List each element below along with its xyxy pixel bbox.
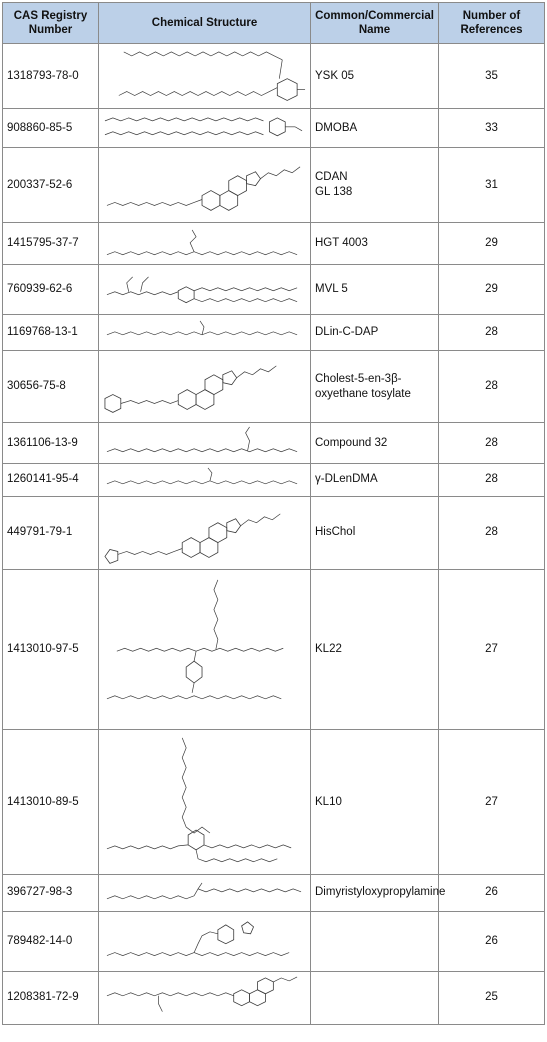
- chemical-structure-image: [99, 223, 311, 265]
- cas-number: 789482-14-0: [3, 911, 99, 971]
- reference-count: 33: [439, 109, 545, 148]
- cas-number: 30656-75-8: [3, 351, 99, 423]
- cas-number: 1169768-13-1: [3, 315, 99, 351]
- header-cas: CAS Registry Number: [3, 3, 99, 44]
- chemical-structure-image: [99, 464, 311, 497]
- cas-number: 1413010-89-5: [3, 730, 99, 875]
- cas-number: 200337-52-6: [3, 148, 99, 223]
- common-name: MVL 5: [311, 264, 439, 315]
- table-row: [3, 875, 545, 912]
- cas-number: 1260141-95-4: [3, 464, 99, 497]
- table-row: [3, 109, 545, 148]
- chemical-structure-image: [99, 351, 311, 423]
- cas-number: 1413010-97-5: [3, 570, 99, 730]
- chemical-structure-image: [99, 911, 311, 971]
- reference-count: 25: [439, 972, 545, 1025]
- reference-count: 27: [439, 730, 545, 875]
- reference-count: 28: [439, 496, 545, 569]
- cas-number: 1318793-78-0: [3, 44, 99, 109]
- table-row: [3, 223, 545, 265]
- cas-number: 908860-85-5: [3, 109, 99, 148]
- cas-number: 396727-98-3: [3, 875, 99, 912]
- cas-number: 449791-79-1: [3, 496, 99, 569]
- reference-count: 28: [439, 315, 545, 351]
- reference-count: 28: [439, 464, 545, 497]
- table-row: [3, 423, 545, 464]
- common-name: DLin-C-DAP: [311, 315, 439, 351]
- table-row: [3, 464, 545, 497]
- table-row: [3, 351, 545, 423]
- cas-number: 1361106-13-9: [3, 423, 99, 464]
- common-name: DMOBA: [311, 109, 439, 148]
- header-name: Common/Commercial Name: [311, 3, 439, 44]
- common-name: KL22: [311, 570, 439, 730]
- reference-count: 28: [439, 423, 545, 464]
- reference-count: 29: [439, 223, 545, 265]
- common-name: KL10: [311, 730, 439, 875]
- common-name: HisChol: [311, 496, 439, 569]
- reference-count: 31: [439, 148, 545, 223]
- reference-count: 26: [439, 911, 545, 971]
- common-name: CDAN GL 138: [311, 148, 439, 223]
- chemical-structure-image: [99, 148, 311, 223]
- chemical-structure-image: [99, 570, 311, 730]
- table-row: [3, 496, 545, 569]
- common-name: [311, 972, 439, 1025]
- chemical-structure-image: [99, 730, 311, 875]
- common-name: YSK 05: [311, 44, 439, 109]
- common-name: Cholest-5-en-3β-oxyethane tosylate: [311, 351, 439, 423]
- cas-number: 1208381-72-9: [3, 972, 99, 1025]
- table-row: [3, 44, 545, 109]
- header-structure: Chemical Structure: [99, 3, 311, 44]
- reference-count: 28: [439, 351, 545, 423]
- chemical-structure-image: [99, 972, 311, 1025]
- chemical-structure-image: [99, 109, 311, 148]
- reference-count: 35: [439, 44, 545, 109]
- table-row: [3, 315, 545, 351]
- reference-count: 27: [439, 570, 545, 730]
- header-refs: Number of References: [439, 3, 545, 44]
- common-name: [311, 911, 439, 971]
- table-row: [3, 911, 545, 971]
- chemical-structure-image: [99, 875, 311, 912]
- reference-count: 26: [439, 875, 545, 912]
- common-name: γ-DLenDMA: [311, 464, 439, 497]
- table-row: [3, 730, 545, 875]
- chemical-structure-image: [99, 496, 311, 569]
- chemical-structure-image: [99, 44, 311, 109]
- cas-number: 1415795-37-7: [3, 223, 99, 265]
- reference-count: 29: [439, 264, 545, 315]
- chemical-structure-image: [99, 423, 311, 464]
- table-row: [3, 148, 545, 223]
- table-row: [3, 972, 545, 1025]
- common-name: HGT 4003: [311, 223, 439, 265]
- table-row: [3, 570, 545, 730]
- lipid-reference-table: [2, 2, 545, 1025]
- common-name: Dimyristyloxypropylamine: [311, 875, 439, 912]
- table-row: [3, 264, 545, 315]
- chemical-structure-image: [99, 264, 311, 315]
- common-name: Compound 32: [311, 423, 439, 464]
- cas-number: 760939-62-6: [3, 264, 99, 315]
- chemical-structure-image: [99, 315, 311, 351]
